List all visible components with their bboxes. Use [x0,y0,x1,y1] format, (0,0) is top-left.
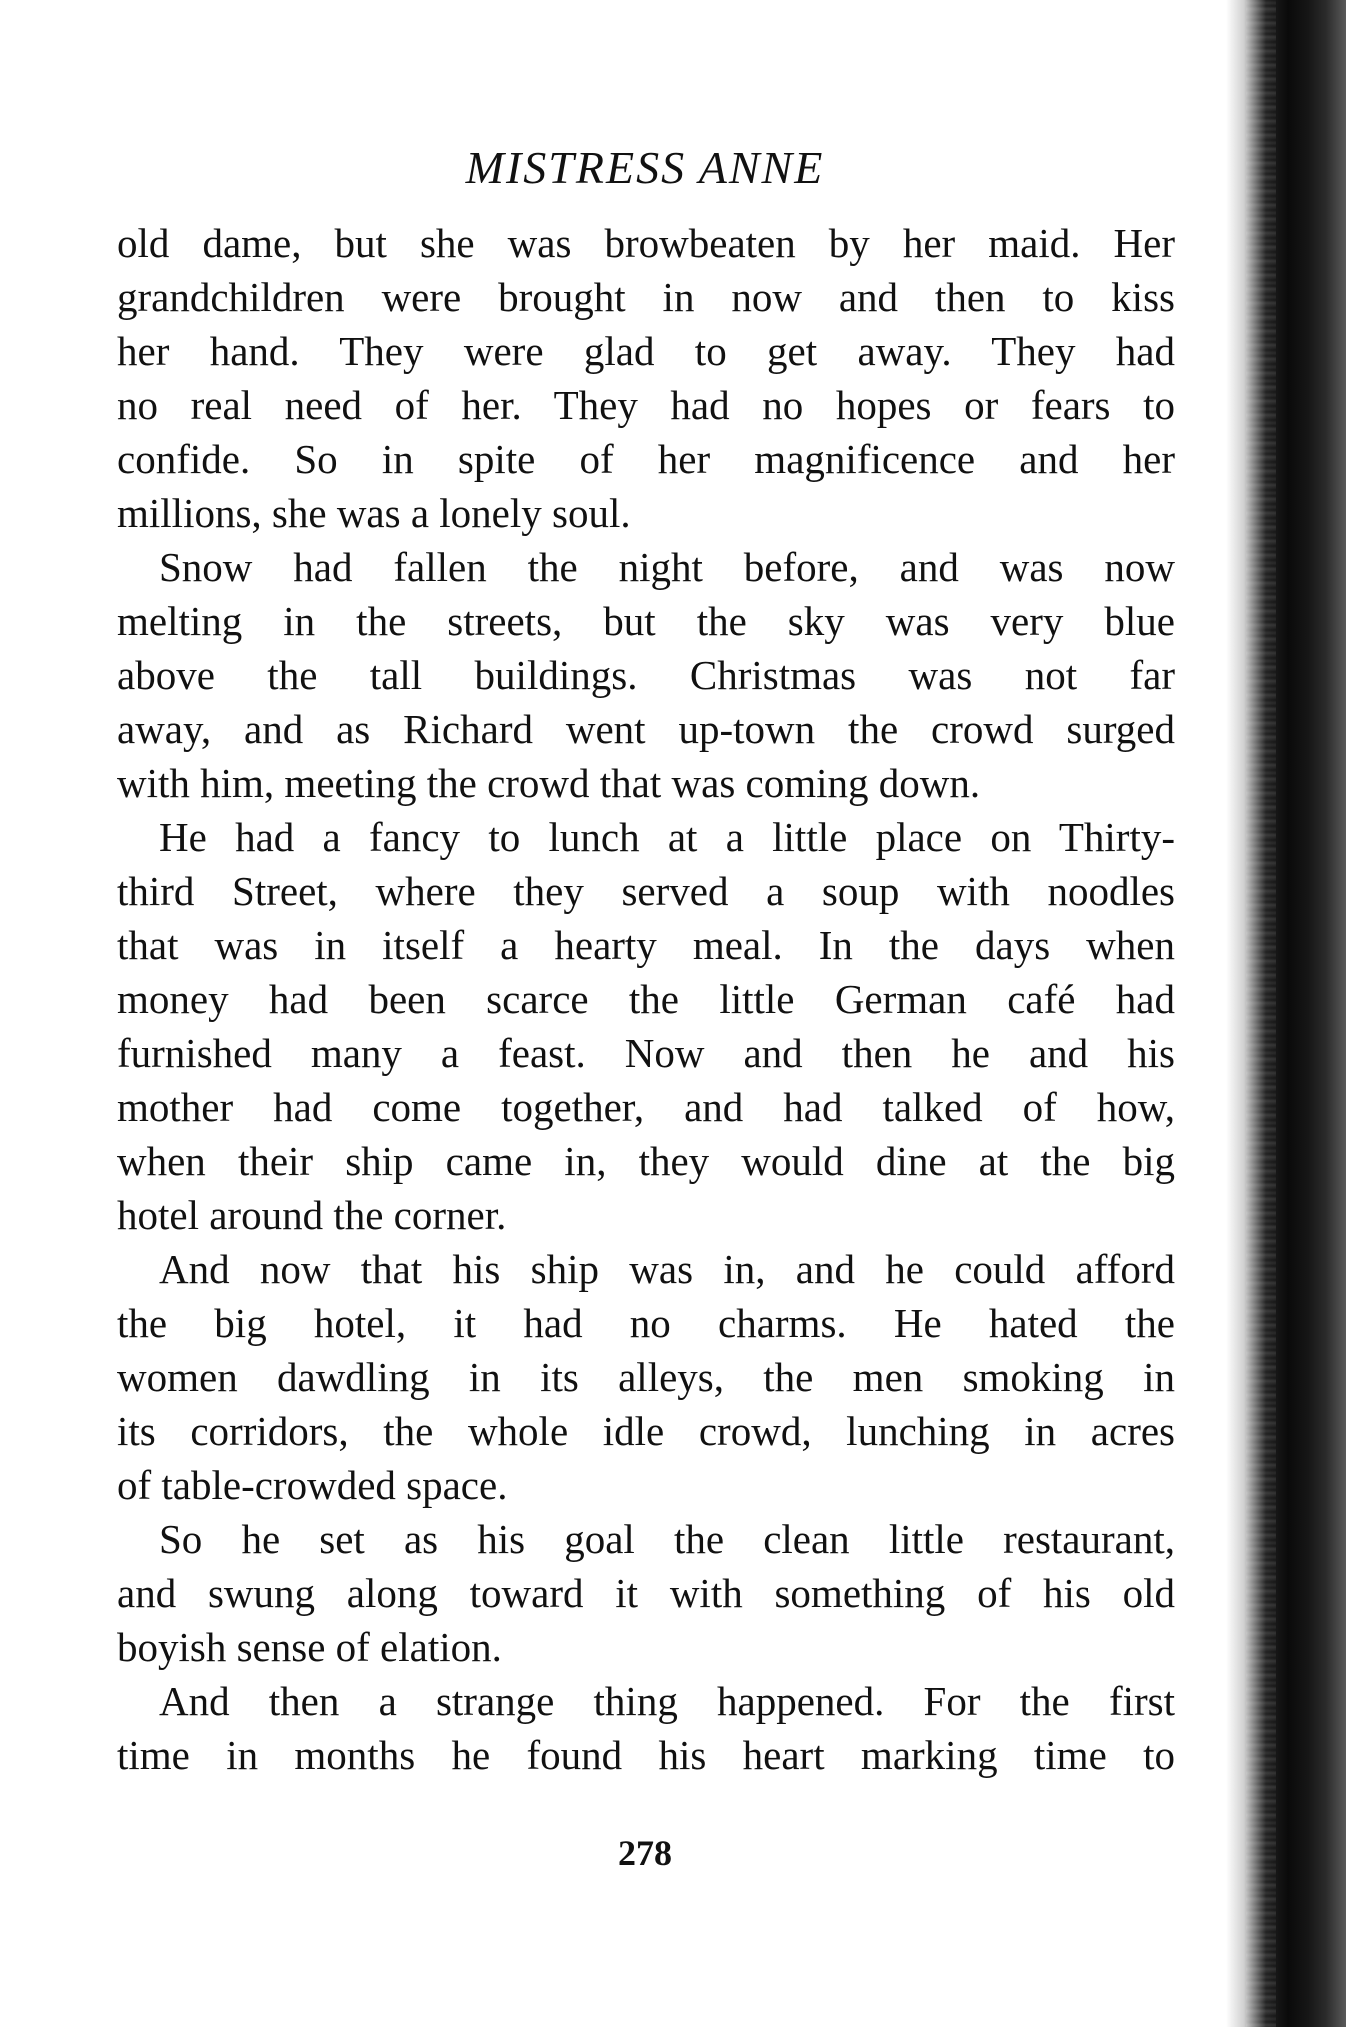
paragraph-first-line: And then a strange thing happened. For the first [159,1678,1175,1724]
text-line: no real need of her. They had no hopes or fears to [117,382,1175,428]
text-line: its corridors, the whole idle crowd, lunching in acres [117,1408,1175,1454]
text-line: hotel around the corner. [117,1192,507,1238]
text-line: of table-crowded space. [117,1462,508,1508]
paragraph-first-line: So he set as his goal the clean little restaurant, [159,1516,1175,1562]
paragraph-first-line: And now that his ship was in, and he could afford [159,1246,1175,1292]
text-line: when their ship came in, they would dine at the big [117,1138,1175,1184]
binding-gutter-shadow [1226,0,1346,2027]
running-head: MISTRESS ANNE [465,142,825,193]
text-line: millions, she was a lonely soul. [117,490,631,536]
text-line: mother had come together, and had talked of how, [117,1084,1175,1130]
text-line: grandchildren were brought in now and then to kiss [117,274,1175,320]
text-line: above the tall buildings. Christmas was not far [117,652,1175,698]
text-line: away, and as Richard went up-town the crowd surged [117,706,1175,752]
text-line: money had been scarce the little German café had [117,976,1175,1022]
text-line: third Street, where they served a soup with noodles [117,868,1175,914]
paragraph-first-line: He had a fancy to lunch at a little place on Thirty- [159,814,1175,860]
text-line: boyish sense of elation. [117,1624,502,1670]
body-text [117,216,1175,1782]
text-line: women dawdling in its alleys, the men smoking in [117,1354,1175,1400]
text-line: furnished many a feast. Now and then he and his [117,1030,1175,1076]
text-line: with him, meeting the crowd that was coming down. [117,760,981,806]
text-line: melting in the streets, but the sky was very blue [117,598,1175,644]
paragraph-first-line: Snow had fallen the night before, and was now [159,544,1175,590]
text-line: time in months he found his heart marking time to [117,1732,1175,1778]
text-line: her hand. They were glad to get away. They had [117,328,1175,374]
text-line: confide. So in spite of her magnificence and her [117,436,1175,482]
text-line: and swung along toward it with something of his old [117,1570,1175,1616]
text-line: that was in itself a hearty meal. In the days when [117,922,1175,968]
text-line: old dame, but she was browbeaten by her maid. Her [117,220,1175,266]
text-line: the big hotel, it had no charms. He hated the [117,1300,1175,1346]
binding-gutter-texture [1246,0,1276,2027]
page-number: 278 [618,1833,672,1873]
